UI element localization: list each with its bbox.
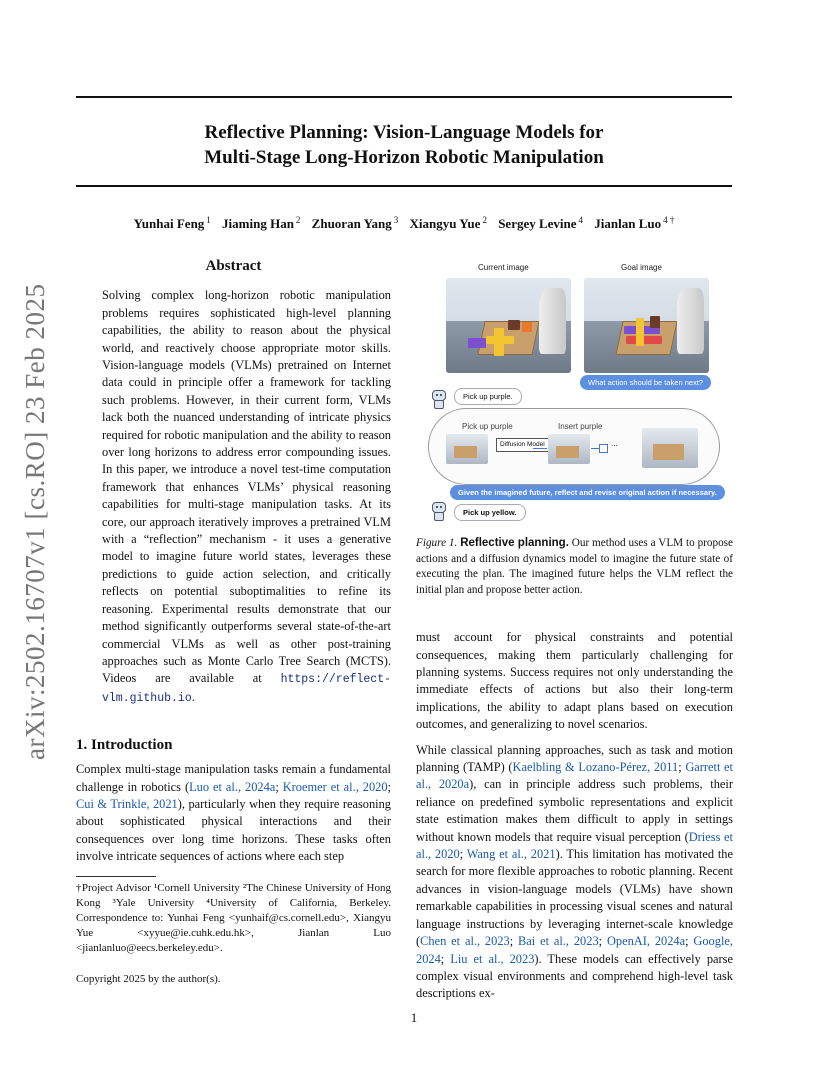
citation-link[interactable]: Kaelbling & Lozano-Pérez, 2011 [512,760,679,775]
arxiv-stamp: arXiv:2502.16707v1 [cs.RO] 23 Feb 2025 [20,283,50,760]
citation-link[interactable]: OpenAI, 2024a [606,934,686,949]
project-url-link[interactable]: https://reflect-vlm.github.io [102,673,391,705]
body-paragraph: must account for physical constraints and potential consequences, making them particularly challenging for planning systems. Success requires not only understanding the immediate effects of actions but also their long-term implications, the ability to adapt plans based on execution outcomes, and generalizing to novel scenarios. [416,630,733,732]
flow-arrow [533,448,547,449]
robot-icon [430,502,446,520]
question-bubble: What action should be taken next? [580,375,711,390]
step-1-label: Pick up purple [462,422,513,431]
citation-link[interactable]: Cui & Trinkle, 2021 [76,796,178,811]
author: Sergey Levine $^4$ [498,215,584,232]
revised-action-bubble: Pick up yellow. [454,504,526,521]
affiliation-footnote: †Project Advisor ¹Cornell University ²The Chinese University of Hong Kong ³Yale University ⁴University of California, Berkeley. Correspondence to: Yunhai Feng <yunhaif@cs.cornell.edu>, Xiangyu Yue <xyyue@ie.cuhk.edu.hk>, Jianlan Luo <jianlanluo@eecs.berkeley.edu>. [76,881,391,954]
author: Zhuoran Yang $^3$ [311,215,399,232]
page-number: 1 [410,1010,418,1025]
reflect-prompt-bubble: Given the imagined future, reflect and revise original action if necessary. [450,485,725,500]
body-paragraph: While classical planning approaches, such as task and motion planning (TAMP) (Kaelbling & Lozano-Pérez, 2011; Garrett et al., 2020a), can in principle address such problems, their reliance on predefined symbolic representations and explicit state estimation makes them difficult to apply in settings without known models that require visual perception (Driess et al., 2020; Wang et al., 2021). This limitation has motivated the search for more flexible approaches to robotic planning. Recent advances in vision-language models (VLMs) have shown remarkable capabilities in processing visual scenes and natural language instructions by leveraging internet-scale knowledge (Chen et al., 2023; Bai et al., 2023; OpenAI, 2024a; Google, 2024; Liu et al., 2023). These models can effectively parse complex visual environments and comprehend high-level task descriptions ex- [416,742,734,1001]
imagined-state-1 [446,434,488,464]
title-line-1: Reflective Planning: Vision-Language Models for [204,122,604,143]
footnote-rule [76,876,156,877]
author: Jianlan Luo $^{4 \dagger}$ [594,215,675,232]
robot-icon [430,390,446,408]
imagined-final-state [642,428,698,468]
left-column [76,258,391,985]
figure-1-caption: Figure 1. Reflective planning. Our method uses a VLM to propose actions and a diffusion dynamics model to imagine the future state of executing the plan. The imagined future helps the VLM reflect the initial plan and propose better action. [416,537,733,596]
section-heading-introduction: 1. Introduction [76,737,173,754]
citation-link[interactable]: Bai et al., 2023 [518,934,599,949]
paper-title [76,120,732,170]
title-top-rule [76,96,732,98]
current-image [446,278,571,373]
step-node [599,444,608,453]
citation-link[interactable]: Wang et al., 2021 [466,847,556,862]
title-line-2: Multi-Stage Long-Horizon Robotic Manipulation [204,147,604,168]
author: Xiangyu Yue $^2$ [409,215,487,232]
flow-arrow [591,448,599,449]
intro-paragraph: Complex multi-stage manipulation tasks remain a fundamental challenge in robotics (Luo et al., 2024a; Kroemer et al., 2020; Cui & Trinkle, 2021), particularly when they require reasoning about sophisticated physical interactions and their consequences over long time horizons. These tasks often involve intricate sequences of actions where each step [76,762,391,864]
citation-link[interactable]: Liu et al., 2023 [450,951,535,966]
initial-action-bubble: Pick up purple. [454,388,522,405]
author: Yunhai Feng $^1$ [133,215,211,232]
figure-1-illustration [416,258,733,528]
citation-link[interactable]: Google, 2024 [416,934,733,966]
citation-link[interactable]: Garrett et al., 2020a [416,760,733,792]
abstract-heading: Abstract [205,258,262,274]
right-column [416,258,733,1003]
author-list [76,215,732,232]
title-bottom-rule [76,185,732,187]
citation-link[interactable]: Luo et al., 2024a [189,779,276,794]
goal-image-label: Goal image [621,263,662,272]
goal-image [584,278,709,373]
citation-link[interactable]: Driess et al., 2020 [416,829,734,862]
abstract-body: Solving complex long-horizon robotic manipulation problems requires sophisticated high-level planning capabilities, the ability to reason about the physical world, and reactively choose appropriate motor skills. Vision-language models (VLMs) pretrained on Internet data could in principle offer a framework for tackling such problems. However, in their current form, VLMs lack both the nuanced understanding of intricate physics required for robotic manipulation and the ability to reason over long horizons to address error compounding issues. In this paper, we introduce a novel test-time computation framework that enhances VLMs’ physical reasoning capabilities for multi-stage manipulation tasks. At its core, our approach iteratively improves a pretrained VLM with a “reflection” mechanism - it uses a generative model to imagine future world states, leverages these predictions to guide action selection, and critically reflects on potential suboptimalities to refine its reasoning. Experimental results demonstrate that our method significantly outperforms several state-of-the-art commercial VLMs as well as other post-training approaches such as Monte Carlo Tree Search (MCTS). Videos are available at https://reflect-vlm.github.io. [102,288,391,705]
copyright-notice: Copyright 2025 by the author(s). [76,972,221,985]
author: Jiaming Han $^2$ [222,215,301,232]
citation-link[interactable]: Kroemer et al., 2020 [282,779,388,794]
current-image-label: Current image [478,263,529,272]
step-2-label: Insert purple [558,422,603,431]
imagined-state-2 [548,434,590,464]
citation-link[interactable]: Chen et al., 2023 [420,934,510,949]
ellipsis: ... [611,439,618,448]
diffusion-model-box: Diffusion Model [496,438,549,452]
